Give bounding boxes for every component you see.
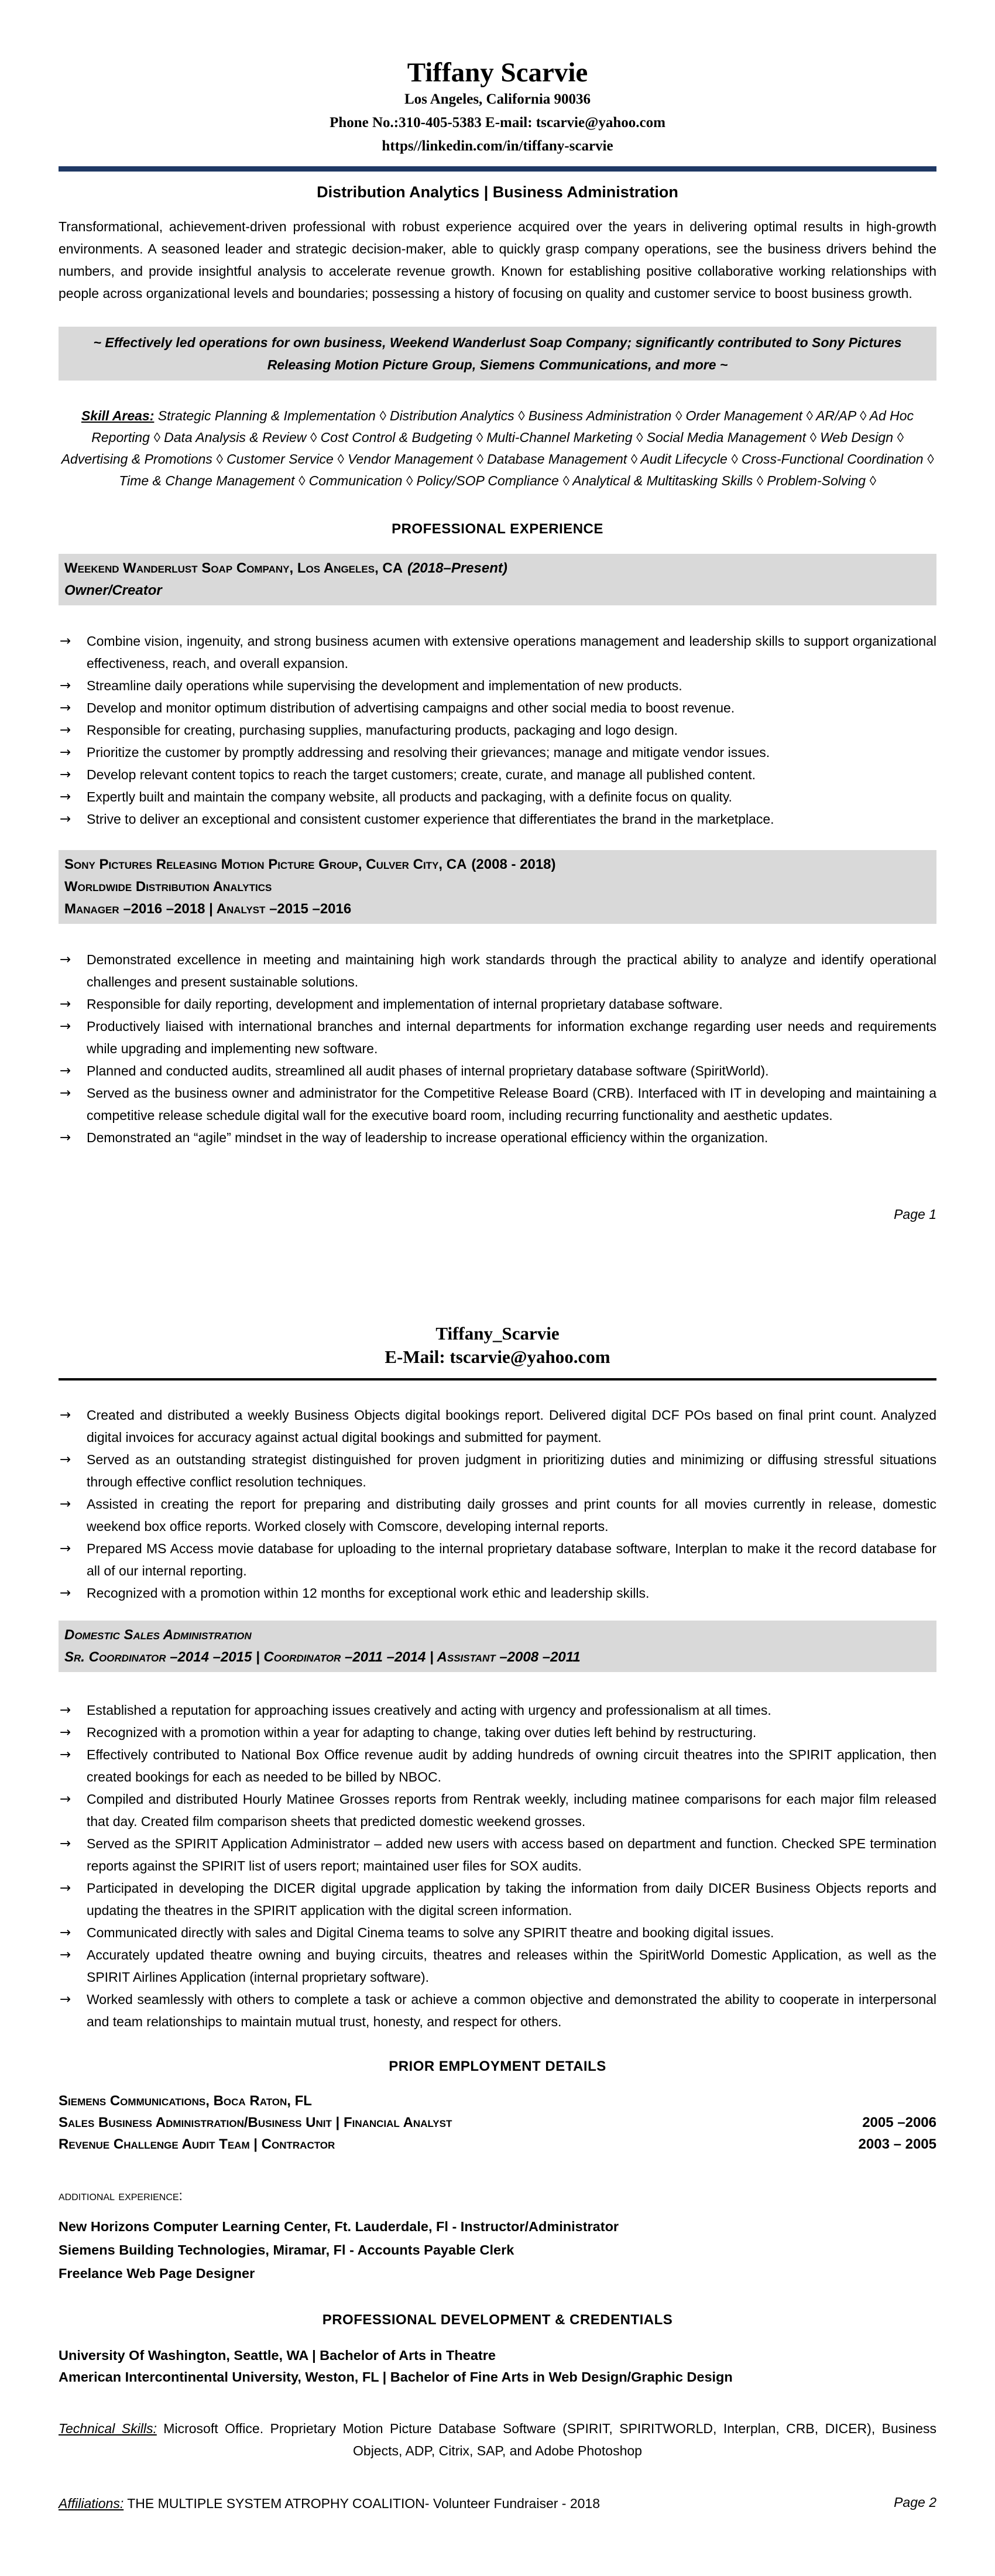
arrow-bullet-icon: → bbox=[60, 678, 71, 693]
affiliations-paragraph bbox=[59, 2492, 936, 2515]
arrow-bullet-icon: → bbox=[60, 633, 71, 649]
bullet-item bbox=[59, 1699, 936, 1721]
arrow-bullet-icon: → bbox=[60, 1585, 71, 1601]
bullet-text: Compiled and distributed Hourly Matinee Grosses reports from Rentrak weekly, including matinee comparisons for each major film released that day. Created film comparison sheets that predicted domestic weekend grosses. bbox=[87, 1791, 936, 1829]
arrow-bullet-icon: → bbox=[60, 1791, 71, 1807]
arrow-bullet-icon: → bbox=[60, 745, 71, 760]
bullet-item bbox=[59, 1126, 936, 1149]
bullet-text: Combine vision, ingenuity, and strong business acumen with extensive operations management and leadership skills to support organizational effectiveness, reach, and overall expansion. bbox=[87, 633, 936, 671]
arrow-bullet-icon: → bbox=[60, 1747, 71, 1762]
company-name: Weekend Wanderlust Soap Company, Los Angeles, CA bbox=[64, 560, 403, 576]
arrow-bullet-icon: → bbox=[60, 789, 71, 804]
bullet-item bbox=[59, 993, 936, 1015]
arrow-bullet-icon: → bbox=[60, 1880, 71, 1896]
education-item: University Of Washington, Seattle, WA | Bachelor of Arts in Theatre bbox=[59, 2348, 496, 2363]
technical-skills-paragraph bbox=[59, 2417, 936, 2462]
arrow-bullet-icon: → bbox=[60, 1541, 71, 1556]
job-company-line bbox=[64, 854, 931, 876]
bullet-item bbox=[59, 1832, 936, 1877]
arrow-bullet-icon: → bbox=[60, 1407, 71, 1423]
bullet-text: Demonstrated an “agile” mindset in the way of leadership to increase operational efficiency within the organization. bbox=[87, 1130, 768, 1145]
page2-header-name: Tiffany_Scarvie bbox=[435, 1323, 560, 1344]
address-line: Los Angeles, California 90036 bbox=[404, 91, 591, 107]
bullet-item bbox=[59, 1015, 936, 1060]
education-list bbox=[59, 2345, 936, 2388]
skill-areas-paragraph bbox=[59, 405, 936, 492]
bullet-text: Effectively contributed to National Box Office revenue audit by adding hundreds of owning circuit theatres into the SPIRIT application, then created bookings for each as needed to be billed by NBOC. bbox=[87, 1747, 936, 1784]
bullet-item bbox=[59, 630, 936, 674]
additional-experience-label: additional experience: bbox=[59, 2188, 183, 2203]
bullet-item bbox=[59, 674, 936, 697]
professional-experience-heading: PROFESSIONAL EXPERIENCE bbox=[392, 521, 603, 537]
sony-continued-bullet-list bbox=[59, 1404, 936, 1604]
technical-skills-label: Technical Skills: bbox=[59, 2421, 157, 2436]
job-header-sony bbox=[59, 850, 936, 924]
bullet-text: Responsible for daily reporting, development and implementation of internal proprietary database software. bbox=[87, 996, 723, 1012]
bullet-text: Prioritize the customer by promptly addressing and resolving their grievances; manage and mitigate vendor issues. bbox=[87, 745, 770, 760]
bullet-text: Planned and conducted audits, streamlined all audit phases of internal proprietary database software (SpiritWorld). bbox=[87, 1063, 769, 1078]
job-roles-line: Manager –2016 –2018 | Analyst –2015 –2016 bbox=[64, 901, 352, 917]
bullet-item bbox=[59, 1082, 936, 1126]
bullet-text: Participated in developing the DICER digital upgrade application by taking the information from daily DICER Business Objects reports and updating the theatres in the SPIRIT application with the digital screen information. bbox=[87, 1880, 936, 1918]
additional-experience-item: Siemens Building Technologies, Miramar, Fl - Accounts Payable Clerk bbox=[59, 2242, 514, 2258]
page-number: Page 1 bbox=[894, 1207, 936, 1222]
professional-development-heading: PROFESSIONAL DEVELOPMENT & CREDENTIALS bbox=[322, 2312, 673, 2328]
arrow-bullet-icon: → bbox=[60, 996, 71, 1012]
job-company-line bbox=[64, 557, 931, 580]
bullet-item bbox=[59, 1448, 936, 1493]
candidate-name: Tiffany Scarvie bbox=[407, 57, 588, 88]
bullet-text: Recognized with a promotion within a year for adapting to change, taking over duties left behind by restructuring. bbox=[87, 1725, 757, 1740]
bullet-item bbox=[59, 1988, 936, 2033]
resume-page-2 bbox=[0, 1288, 995, 2576]
bullet-item bbox=[59, 697, 936, 719]
page2-header-email: E-Mail: tscarvie@yahoo.com bbox=[385, 1347, 610, 1367]
bullet-text: Created and distributed a weekly Business Objects digital bookings report. Delivered digital DCF POs based on final print count. Analyzed digital invoices for accuracy against actual digital bookings and submitted for payment. bbox=[87, 1407, 936, 1445]
affiliations-label: Affiliations: bbox=[59, 2496, 124, 2511]
bullet-text: Develop relevant content topics to reach the target customers; create, curate, and manage all published content. bbox=[87, 767, 756, 782]
bullet-text: Expertly built and maintain the company website, all products and packaging, with a definite focus on quality. bbox=[87, 789, 732, 804]
bullet-text: Served as the business owner and administrator for the Competitive Release Board (CRB). Interfaced with IT in developing and maintaining a competitive release schedule digital wall for the executive board room, including recurring functionality and aesthetic updates. bbox=[87, 1085, 936, 1123]
bullet-text: Prepared MS Access movie database for uploading to the internal proprietary database software, Interplan to make it the record database for all of our internal reporting. bbox=[87, 1541, 936, 1578]
arrow-bullet-icon: → bbox=[60, 767, 71, 782]
domestic-bullet-list bbox=[59, 1699, 936, 2033]
bullet-item bbox=[59, 763, 936, 786]
additional-experience-item: New Horizons Computer Learning Center, Ft. Lauderdale, Fl - Instructor/Administrator bbox=[59, 2219, 619, 2234]
prior-role-dates: 2005 –2006 bbox=[862, 2115, 936, 2130]
arrow-bullet-icon: → bbox=[60, 1947, 71, 1962]
prior-employment-heading: PRIOR EMPLOYMENT DETAILS bbox=[389, 2058, 606, 2074]
bullet-item bbox=[59, 1788, 936, 1832]
bullet-text: Worked seamlessly with others to complete a task or achieve a common objective and demonstrated the ability to cooperate in interpersonal and team relationships to maintain mutual trust, honesty, and respect for others. bbox=[87, 1992, 936, 2029]
highlight-banner: ~ Effectively led operations for own business, Weekend Wanderlust Soap Company; significantly contributed to Sony Pictures Releasing Motion Picture Group, Siemens Communications, and more ~ bbox=[59, 327, 936, 381]
arrow-bullet-icon: → bbox=[60, 1130, 71, 1145]
arrow-bullet-icon: → bbox=[60, 1992, 71, 2007]
headline: Distribution Analytics | Business Administration bbox=[317, 183, 678, 201]
technical-skills-text: Microsoft Office. Proprietary Motion Picture Database Software (SPIRIT, SPIRITWORLD, Interplan, CRB, DICER), Business Objects, ADP, Citrix, SAP, and Adobe Photoshop bbox=[156, 2421, 936, 2458]
bullet-item bbox=[59, 741, 936, 763]
bullet-item bbox=[59, 808, 936, 830]
bullet-item bbox=[59, 1404, 936, 1448]
company-dates: (2008 - 2018) bbox=[471, 857, 556, 872]
bullet-item bbox=[59, 1537, 936, 1582]
job-role-line: Owner/Creator bbox=[64, 583, 162, 598]
prior-role-row bbox=[59, 2112, 936, 2133]
bullet-item bbox=[59, 948, 936, 993]
prior-role-title: Revenue Challenge Audit Team | Contractor bbox=[59, 2136, 335, 2152]
bullet-item bbox=[59, 1921, 936, 1944]
bullet-item bbox=[59, 1877, 936, 1921]
job-division-line: Domestic Sales Administration bbox=[64, 1627, 252, 1643]
bullet-item bbox=[59, 1721, 936, 1743]
affiliations-text: THE MULTIPLE SYSTEM ATROPHY COALITION- Volunteer Fundraiser - 2018 bbox=[123, 2496, 601, 2511]
prior-role-row bbox=[59, 2133, 936, 2155]
bullet-text: Communicated directly with sales and Digital Cinema teams to solve any SPIRIT theatre and booking digital issues. bbox=[87, 1925, 774, 1940]
bullet-item bbox=[59, 719, 936, 741]
bullet-text: Served as the SPIRIT Application Administrator – added new users with access based on department and function. Checked SPE termination reports against the SPIRIT list of users report; maintained user files for SOX audits. bbox=[87, 1836, 936, 1873]
bullet-text: Demonstrated excellence in meeting and maintaining high work standards through the practical ability to analyze and identify operational challenges and present sustainable solutions. bbox=[87, 952, 936, 989]
arrow-bullet-icon: → bbox=[60, 1725, 71, 1740]
bullet-text: Responsible for creating, purchasing supplies, manufacturing products, packaging and logo design. bbox=[87, 722, 678, 738]
prior-role-dates: 2003 – 2005 bbox=[858, 2136, 936, 2152]
arrow-bullet-icon: → bbox=[60, 1085, 71, 1101]
bullet-text: Recognized with a promotion within 12 months for exceptional work ethic and leadership skills. bbox=[87, 1585, 650, 1601]
arrow-bullet-icon: → bbox=[60, 1063, 71, 1078]
job-header-domestic-sales bbox=[59, 1621, 936, 1672]
skill-areas-text: Strategic Planning & Implementation ◊ Distribution Analytics ◊ Business Administration ◊ Order Management ◊ AR/AP ◊ Ad Hoc Reporting ◊ Data Analysis & Review ◊ Cost Control & Budgeting ◊ Multi-Channel Marketing ◊ Social Media Management ◊ Web Design ◊ Advertising & Promotions ◊ Customer Service ◊ Vendor Management ◊ Database Management ◊ Audit Lifecycle ◊ Cross-Functional Coordination ◊ Time & Change Management ◊ Communication ◊ Policy/SOP Compliance ◊ Analytical & Multitasking Skills ◊ Problem-Solving ◊ bbox=[61, 408, 934, 488]
header-divider-line bbox=[59, 166, 936, 172]
bullet-text: Develop and monitor optimum distribution of advertising campaigns and other social media to boost revenue. bbox=[87, 700, 735, 715]
arrow-bullet-icon: → bbox=[60, 1703, 71, 1718]
phone-email-line: Phone No.:310-405-5383 E-mail: tscarvie@yahoo.com bbox=[330, 115, 665, 131]
bullet-text: Established a reputation for approaching issues creatively and acting with urgency and professionalism at all times. bbox=[87, 1703, 771, 1718]
arrow-bullet-icon: → bbox=[60, 1019, 71, 1034]
bullet-text: Assisted in creating the report for preparing and distributing daily grosses and print counts for all movies currently in release, domestic weekend box office reports. Worked closely with Comscore, developing internal reports. bbox=[87, 1496, 936, 1534]
arrow-bullet-icon: → bbox=[60, 1496, 71, 1512]
job-division-line: Worldwide Distribution Analytics bbox=[64, 879, 272, 895]
company-dates: (2018–Present) bbox=[407, 560, 507, 576]
bullet-text: Streamline daily operations while supervising the development and implementation of new products. bbox=[87, 678, 682, 693]
bullet-text: Strive to deliver an exceptional and consistent customer experience that differentiates the brand in the marketplace. bbox=[87, 811, 774, 827]
arrow-bullet-icon: → bbox=[60, 1925, 71, 1940]
arrow-bullet-icon: → bbox=[60, 811, 71, 827]
bullet-item bbox=[59, 786, 936, 808]
weekend-bullet-list bbox=[59, 630, 936, 830]
company-name: Sony Pictures Releasing Motion Picture Group, Culver City, CA bbox=[64, 857, 467, 872]
page2-divider-line bbox=[59, 1378, 936, 1381]
bullet-text: Accurately updated theatre owning and buying circuits, theatres and releases within the SpiritWorld Domestic Application, as well as the SPIRIT Airlines Application (internal proprietary software). bbox=[87, 1947, 936, 1985]
linkedin-line: https//linkedin.com/in/tiffany-scarvie bbox=[382, 138, 613, 154]
arrow-bullet-icon: → bbox=[60, 952, 71, 967]
additional-experience-list bbox=[59, 2215, 936, 2285]
bullet-item bbox=[59, 1743, 936, 1788]
prior-company-line: Siemens Communications, Boca Raton, FL bbox=[59, 2093, 312, 2109]
additional-experience-item: Freelance Web Page Designer bbox=[59, 2266, 255, 2281]
job-header-weekend-wanderlust bbox=[59, 554, 936, 605]
arrow-bullet-icon: → bbox=[60, 1836, 71, 1851]
sony-bullet-list bbox=[59, 948, 936, 1149]
bullet-item bbox=[59, 1944, 936, 1988]
bullet-item bbox=[59, 1060, 936, 1082]
arrow-bullet-icon: → bbox=[60, 722, 71, 738]
prior-role-title: Sales Business Administration/Business Unit | Financial Analyst bbox=[59, 2115, 452, 2130]
arrow-bullet-icon: → bbox=[60, 700, 71, 715]
page-number: Page 2 bbox=[894, 2495, 936, 2510]
summary-paragraph: Transformational, achievement-driven professional with robust experience acquired over the years in delivering optimal results in high-growth environments. A seasoned leader and strategic decision-maker, able to quickly grasp company operations, see the business drivers behind the numbers, and provide insightful analysis to accelerate revenue growth. Known for establishing positive collaborative working relationships with people across organizational levels and boundaries; possessing a history of focusing on quality and customer service to boost business growth. bbox=[59, 219, 936, 301]
bullet-item bbox=[59, 1493, 936, 1537]
education-item: American Intercontinental University, Weston, FL | Bachelor of Fine Arts in Web Design/Graphic Design bbox=[59, 2369, 733, 2385]
bullet-text: Productively liaised with international branches and internal departments for information exchange regarding user needs and requirements while upgrading and implementing new software. bbox=[87, 1019, 936, 1056]
bullet-text: Served as an outstanding strategist distinguished for proven judgment in prioritizing duties and minimizing or diffusing stressful situations through effective conflict resolution techniques. bbox=[87, 1452, 936, 1489]
job-roles-line: Sr. Coordinator –2014 –2015 | Coordinator –2011 –2014 | Assistant –2008 –2011 bbox=[64, 1649, 581, 1665]
bullet-item bbox=[59, 1582, 936, 1604]
skill-areas-label: Skill Areas: bbox=[81, 408, 155, 423]
arrow-bullet-icon: → bbox=[60, 1452, 71, 1467]
